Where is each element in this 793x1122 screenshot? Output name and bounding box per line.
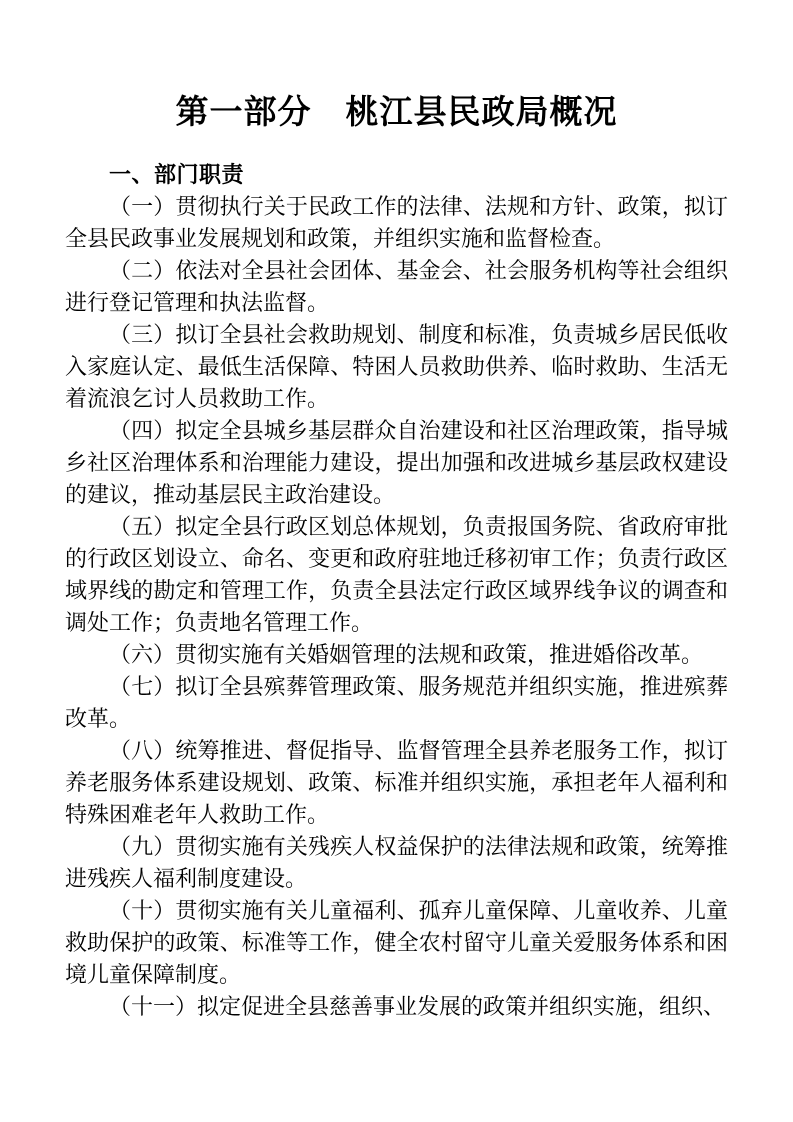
paragraph-duty-7: （七）拟订全县殡葬管理政策、服务规范并组织实施，推进殡葬改革。 xyxy=(65,674,728,731)
paragraph-duty-11: （十一）拟定促进全县慈善事业发展的政策并组织实施，组织、 xyxy=(109,994,726,1019)
paragraph-duty-8: （八）统筹推进、督促指导、监督管理全县养老服务工作，拟订养老服务体系建设规划、政策、标准并组织实施，承担老年人福利和特殊困难老年人救助工作。 xyxy=(65,738,728,827)
document-body xyxy=(65,159,728,1023)
paragraph-duty-9: （九）贯彻实施有关残疾人权益保护的法律法规和政策，统筹推进残疾人福利制度建设。 xyxy=(65,834,728,891)
paragraph-duty-1: （一）贯彻执行关于民政工作的法律、法规和方针、政策，拟订全县民政事业发展规划和政策，并组织实施和监督检查。 xyxy=(65,194,728,251)
section-heading: 一、部门职责 xyxy=(109,162,245,187)
paragraph-duty-2: （二）依法对全县社会团体、基金会、社会服务机构等社会组织进行登记管理和执法监督。 xyxy=(65,258,728,315)
document-title: 第一部分 桃江县民政局概况 xyxy=(175,95,618,131)
paragraph-duty-5: （五）拟定全县行政区划总体规划，负责报国务院、省政府审批的行政区划设立、命名、变更和政府驻地迁移初审工作；负责行政区域界线的勘定和管理工作，负责全县法定行政区域界线争议的调查和调处工作；负责地名管理工作。 xyxy=(65,514,728,635)
paragraph-duty-3: （三）拟订全县社会救助规划、制度和标准，负责城乡居民低收入家庭认定、最低生活保障、特困人员救助供养、临时救助、生活无着流浪乞讨人员救助工作。 xyxy=(65,322,728,411)
paragraph-duty-4: （四）拟定全县城乡基层群众自治建设和社区治理政策，指导城乡社区治理体系和治理能力建设，提出加强和改进城乡基层政权建设的建议，推动基层民主政治建设。 xyxy=(65,418,728,507)
paragraph-duty-10: （十）贯彻实施有关儿童福利、孤弃儿童保障、儿童收养、儿童救助保护的政策、标准等工作，健全农村留守儿童关爱服务体系和困境儿童保障制度。 xyxy=(65,898,728,987)
paragraph-duty-6: （六）贯彻实施有关婚姻管理的法规和政策，推进婚俗改革。 xyxy=(109,642,704,667)
